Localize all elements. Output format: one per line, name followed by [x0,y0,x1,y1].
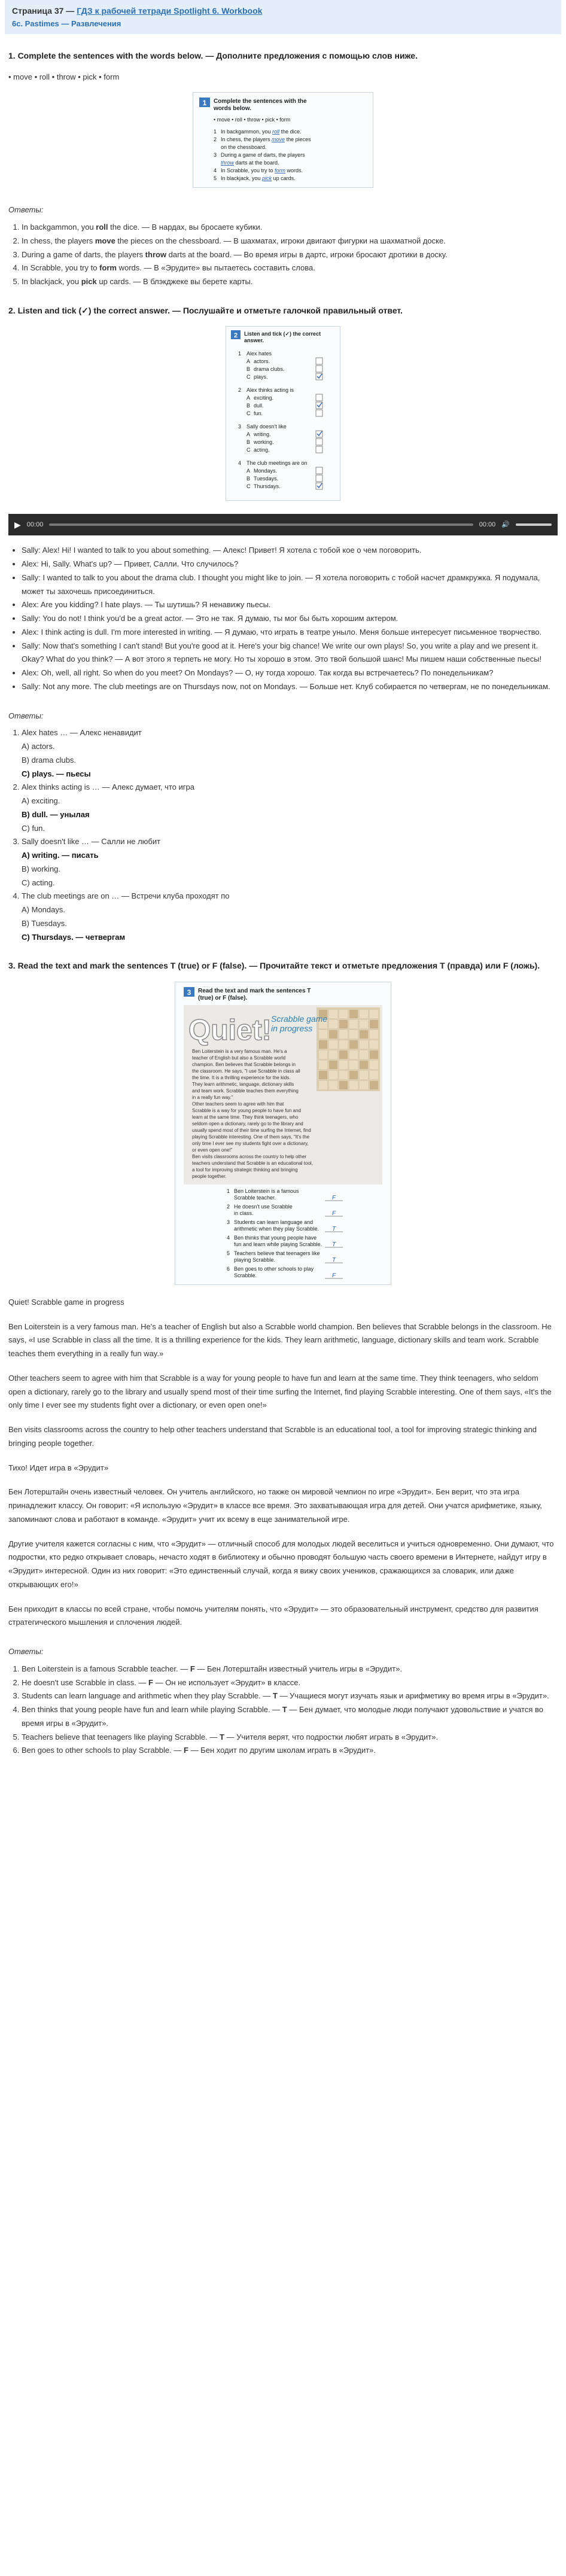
statement-number: 6 [227,1265,230,1272]
statement-text: Teachers believe that teenagers like [234,1250,320,1256]
article-line: only time I ever see my students fight over a dictionary, [192,1140,309,1146]
book-heading: answer. [244,337,264,344]
book-heading: words below. [214,105,251,112]
question-text: The club meetings are on [247,460,308,467]
option-text: Thursdays. [254,483,281,490]
book-words: • move • roll • throw • pick • form [214,117,291,123]
page-header [5,0,561,34]
scrabble-tile [339,1081,348,1089]
option-letter: A [247,358,251,365]
answer-item: 4. Ben thinks that young people have fun and learn while playing Scrabble. — T — Бен думает, что молодые люди получают удовольствие и учатся во время игры в «Эрудит». [22,1703,558,1731]
main-content [0,48,566,1776]
statement-text: Students can learn language and [234,1219,314,1225]
answer-mark: F [190,1664,195,1673]
book-sentence: In chess, the players move the pieces [221,136,311,143]
answer-item [22,781,558,835]
answer-item: 5. Teachers believe that teenagers like playing Scrabble. — T — Учителя верят, что подростки любят играть в «Эрудит». [22,1731,558,1744]
scrabble-tile [339,1051,348,1059]
russian-text [8,1485,558,1630]
scrabble-tile [360,1030,368,1039]
exercise-1-workbook-image [193,92,373,188]
answer-option: A) Mondays. [22,905,65,914]
answer-option: B) Tuesdays. [22,918,67,928]
checkbox [316,467,322,474]
scrabble-tile [329,1020,337,1028]
russian-paragraph: Бен Лотерштайн очень известный человек. Он учитель английского, но также он мировой чемпион по игре «Эрудит». Бен верит, что эта игра принадлежит классу. Он говорит: «Я использую «Эрудит» в классе все время. Это захватывающая игра для детей. Они учатся арифметике, языку, запоминают слова и работают в команде. «Эрудит» учит их всему в еще занимательной игре. [8,1487,542,1524]
scrabble-tile [329,1030,337,1039]
question-number: 1 [238,351,242,357]
question-text: 4. The club meetings are on … — Встречи клуба проходят по [22,891,230,901]
answer-item: 1. In backgammon, you roll the dice. — В нардах, вы бросаете кубики. [22,221,558,235]
answer-item: 1. Ben Loiterstein is a famous Scrabble teacher. — F — Бен Лотерштайн известный учитель игры в «Эрудит». [22,1662,558,1676]
answer-word: pick [81,277,97,286]
article-line: seldom open a dictionary, rarely go to the library and [192,1120,303,1126]
article-line: learn at the same time. They think teenagers, who [192,1114,299,1120]
question-text: Sally doesn't like [247,424,287,430]
option-letter: A [247,395,251,401]
answer-option: A) actors. [22,742,55,751]
exercise-1-words: • move • roll • throw • pick • form [8,72,120,81]
answer-option: C) fun. [22,823,45,833]
question-text: Alex thinks acting is [247,387,294,394]
exercise-3-answers [8,1662,558,1758]
statement-text: in class. [234,1210,254,1216]
answer-item [22,835,558,890]
scrabble-tile [349,1020,358,1028]
article-line: or even open one!" [192,1147,233,1153]
line-number: 4 [214,168,217,174]
volume-icon[interactable]: 🔊 [501,520,510,528]
checkbox [316,366,322,372]
transcript-line: • Sally: Alex! Hi! I wanted to talk to you about something. — Алекс! Привет! Я хотела с тобой кое о чем поговорить. [22,544,558,558]
scrabble-tile [339,1020,348,1028]
book-sentence: During a game of darts, the players [221,152,305,159]
audio-transcript [8,544,558,693]
answer-item: 4. In Scrabble, you try to form words. — В «Эрудите» вы пытаетесь составить слова. [22,261,558,275]
checkbox [316,439,322,445]
scrabble-tile [370,1051,378,1059]
option-text: acting. [254,447,270,453]
scrabble-tile [349,1061,358,1069]
scrabble-tile [360,1061,368,1069]
book-sentence: on the chessboard. [221,144,267,151]
statement-text: Scrabble. [234,1272,257,1278]
correct-answer: C) Thursdays. — четвергам [22,932,126,942]
scrabble-tile [319,1081,327,1089]
statement-text: Scrabble teacher. [234,1194,276,1201]
book-sentence: throw darts at the board. [221,160,279,166]
transcript-line: • Sally: I wanted to talk to you about the drama club. I thought you might like to join. — Я хотела поговорить с тобой насчет драмкружка. Я подумала, может ты захочешь присоединиться. [22,571,558,599]
scrabble-tile [329,1061,337,1069]
question-text: Alex hates [247,351,272,357]
article-line: a tool for improving strategic thinking and bringing [192,1167,298,1173]
answer-mark: T [332,1256,336,1263]
answer-mark: F [148,1677,153,1687]
scrabble-tile [319,1030,327,1039]
book-sentence: In blackjack, you pick up cards. [221,175,296,182]
statement-text: fun and learn while playing Scrabble. [234,1241,322,1247]
option-text: actors. [254,358,270,365]
english-paragraph: Ben Loiterstein is a very famous man. He's a teacher of English but also a Scrabble world champion. Ben believes that Scrabble belongs in the classroom. He says, «I use Scrabble in class all the time. It is a thrilling experience for the kids. They learn arithmetic, language, dictionary skills and team work. Scrabble teaches them everything in a really fun way.» [8,1322,552,1358]
statement-number: 1 [227,1187,230,1194]
scrabble-tile [370,1061,378,1069]
checkbox [316,410,322,416]
option-text: fun. [254,410,263,417]
question-text: 3. Sally doesn't like … — Салли не любит [22,837,161,847]
option-text: plays. [254,374,268,380]
line-number: 2 [214,136,217,143]
answer-item: 2. In chess, the players move the pieces on the chessboard. — В шахматах, игроки двигают фигурки на шахматной доске. [22,235,558,248]
scrabble-tile [339,1040,348,1049]
scrabble-tile [349,1071,358,1079]
option-text: Tuesdays. [254,476,279,482]
exercise-number: 2 [233,332,238,340]
exercise-2-answers-label: Ответы: [8,711,44,720]
answer-word: move [95,236,115,245]
audio-progress-bar[interactable] [49,523,473,526]
scrabble-tile [360,1071,368,1079]
article-line: usually spend most of their time surfing the Internet, find [192,1127,311,1133]
article-line: Ben Loiterstein is a very famous man. He's a [192,1048,287,1054]
scrabble-tile [339,1030,348,1039]
transcript-line: • Sally: You do not! I think you'd be a great actor. — Это не так. Я думаю, ты мог бы быть хорошим актером. [22,612,558,626]
option-text: writing. [254,431,271,438]
option-text: working. [254,439,274,446]
exercise-3-answers-label: Ответы: [8,1647,44,1656]
question-number: 3 [238,424,242,430]
option-letter: B [247,403,251,409]
article-line: champion. Ben believes that Scrabble belongs in [192,1061,296,1067]
answer-mark: T [272,1691,278,1701]
question-text: 1. Alex hates … — Алекс ненавидит [22,728,142,738]
statement-text: He doesn't use Scrabble [234,1203,293,1210]
scrabble-tile [349,1040,358,1049]
correct-answer: A) writing. — писать [22,851,99,860]
correct-answer: C) plays. — пьесы [22,769,91,778]
scrabble-tile [370,1081,378,1089]
statement-number: 3 [227,1219,230,1225]
transcript-line: • Sally: Now that's something I can't stand! But you're good at it. Here's your big chance! We write our own plays! So, you write a play and we present it. Okay? What do you think? — А вот этого я терпеть не могу. Но ты хорошо в этом. Это твой большой шанс! Мы пишем наши собственные пьесы! [22,640,558,667]
answer-mark: T [219,1732,224,1741]
exercise-number: 3 [187,988,191,997]
answer-option: A) exciting. [22,796,60,805]
statement-text: Ben goes to other schools to play [234,1265,314,1272]
audio-time-total: 00:00 [479,520,496,528]
russian-paragraph: Другие учителя кажется согласны с ним, что «Эрудит» — отличный способ для молодых людей веселиться и учиться одновременно. Они думают, что подростки, кто редко открывает словарь, нечасто ходят в библиотеку и обычно проводят большую часть своего времени в Интернете, найдут игру в «Эрудит» интересной. Один из них говорит: «Это единственный случай, когда я вижу своих учеников, сражающихся за словарик, или даже открывающих его!» [8,1539,554,1589]
book-heading: Listen and tick (✓) the correct [244,331,321,337]
transcript-line: • Alex: Hi, Sally. What's up? — Привет, Салли. Что случилось? [22,558,558,571]
exercise-3-title: 3. Read the text and mark the sentences T (true) or F (false). — Прочитайте текст и отметьте предложения T (правда) или F (ложь). [8,961,540,971]
book-heading: Complete the sentences with the [214,98,307,105]
exercise-2-answers [8,726,558,944]
scrabble-tile [319,1051,327,1059]
answer-mark: F [332,1210,336,1217]
scrabble-tile [329,1071,337,1079]
option-letter: C [247,374,251,380]
logo-subtitle: Scrabble game [271,1013,328,1024]
option-letter: B [247,439,251,446]
answer-item: 5. In blackjack, you pick up cards. — В блэкджеке вы берете карты. [22,275,558,289]
book-background [226,327,340,500]
option-text: Mondays. [254,468,278,474]
option-text: drama clubs. [254,366,285,373]
scrabble-tile [339,1010,348,1018]
scrabble-tile [360,1051,368,1059]
article-line: in a really fun way." [192,1094,233,1100]
article-line: teachers understand that Scrabble is an educational tool, [192,1160,313,1166]
answer-word: roll [96,223,108,232]
book-heading: Read the text and mark the sentences T [198,987,311,994]
transcript-line: • Sally: Not any more. The club meetings are on Thursdays now, not on Mondays. — Больше нет. Клуб собирается по четвергам, не по понедельникам. [22,680,558,694]
answer-mark: T [282,1705,287,1714]
text-title: Quiet! Scrabble game in progress [8,1297,124,1307]
line-number: 1 [214,129,217,135]
option-letter: A [247,468,251,474]
line-number: 5 [214,175,217,182]
answer-item: 6. Ben goes to other schools to play Scrabble. — F — Бен ходит по другим школам играть в «Эрудит». [22,1744,558,1758]
scrabble-tile [370,1071,378,1079]
answer-mark: F [332,1194,336,1201]
article-line: and team work. Scrabble teaches them everything [192,1088,299,1094]
scrabble-tile [329,1010,337,1018]
article-line: the time. It is a thrilling experience for the kids. [192,1074,291,1080]
answer-option: B) drama clubs. [22,755,77,765]
workbook-link[interactable]: ГДЗ к рабочей тетради Spotlight 6. Workbook [77,6,263,16]
volume-slider[interactable] [516,523,552,526]
statement-text: Ben thinks that young people have [234,1234,317,1241]
option-letter: C [247,483,251,490]
scrabble-tile [370,1020,378,1028]
article-line: Ben visits classrooms across the country to help other [192,1153,307,1159]
checkbox [316,394,322,401]
book-sentence: In Scrabble, you try to form words. [221,168,303,174]
english-paragraph: Other teachers seem to agree with him that Scrabble is a way for young people to have fun and learn at the same time. They think teenagers, who seldom open a dictionary, rarely go to the library and usually spend most of their time surfing the Internet, find playing Scrabble interesting. One of them says, «It's the only time I ever see my students fight over a dictionary, or even open one!» [8,1373,552,1410]
answer-item [22,726,558,781]
option-text: dull. [254,403,264,409]
statement-text: arithmetic when they play Scrabble. [234,1225,319,1232]
answer-item [22,890,558,944]
statement-number: 4 [227,1234,230,1241]
answer-mark: T [332,1225,336,1232]
russian-text-title: Тихо! Идет игра в «Эрудит» [8,1463,109,1472]
book-heading: (true) or F (false). [198,994,248,1001]
answer-option: C) acting. [22,878,55,887]
exercise-1-title: 1. Complete the sentences with the words below. — Дополните предложения с помощью слов ниже. [8,51,418,60]
option-text: exciting. [254,395,274,401]
scrabble-tile [360,1020,368,1028]
question-text: 2. Alex thinks acting is … — Алекс думает, что игра [22,782,194,792]
statement-number: 2 [227,1203,230,1210]
scrabble-tile [329,1051,337,1059]
line-number: 3 [214,152,217,159]
answer-mark: F [332,1272,336,1279]
exercise-2-workbook-image [226,326,340,501]
scrabble-tile [370,1040,378,1049]
answer-word: form [99,263,117,273]
audio-player[interactable] [8,514,558,535]
article-line: Scrabble is a way for young people to have fun and [192,1107,301,1113]
lesson-title: 6c. Pastimes — Развлечения [12,19,121,28]
article-line: teacher of English but also a Scrabble world [192,1055,286,1061]
answer-word: throw [145,249,167,259]
checkbox [316,475,322,482]
scrabble-tile [319,1071,327,1079]
answer-mark: T [332,1241,336,1248]
article-line: They learn arithmetic, language, dictionary skills [192,1081,294,1087]
article-line: playing Scrabble interesting. One of them says, "It's the [192,1134,310,1140]
article-line: the classroom. He says, "I use Scrabble in class all [192,1068,300,1074]
exercise-number: 1 [202,99,207,108]
statement-number: 5 [227,1250,230,1256]
correct-answer: B) dull. — унылая [22,809,90,819]
answer-item: 3. During a game of darts, the players throw darts at the board. — Во время игры в дартс, игроки бросают дротики в доску. [22,248,558,262]
transcript-line: • Alex: Oh, well, all right. So when do you meet? On Mondays? — О, ну тогда хорошо. Так когда вы встречаетесь? По понедельникам? [22,666,558,680]
scrabble-tile [360,1040,368,1049]
play-icon[interactable]: ▶ [14,520,21,529]
scrabble-tile [360,1081,368,1089]
logo-subtitle: in progress [271,1023,313,1033]
english-paragraph: Ben visits classrooms across the country to help other teachers understand that Scrabble is an educational tool, a tool for improving strategic thinking and bringing people together. [8,1425,537,1448]
exercise-2-title: 2. Listen and tick (✓) the correct answer. — Послушайте и отметьте галочкой правильный ответ. [8,305,403,315]
transcript-line: • Alex: I think acting is dull. I'm more interested in writing. — Я думаю, что играть в театре уныло. Меня больше интересует письменное творчество. [22,626,558,640]
article-line: people together. [192,1173,227,1179]
option-letter: A [247,431,251,438]
answer-option: B) working. [22,864,61,873]
scrabble-tile [370,1010,378,1018]
scrabble-tile [349,1051,358,1059]
article-line: Other teachers seem to agree with him that [192,1101,284,1107]
page-number: Страница 37 — [12,6,75,16]
exercise-1-answers [8,221,558,289]
exercise-3-workbook-image [175,982,391,1285]
checkbox [316,446,322,453]
answer-item: 2. He doesn't use Scrabble in class. — F — Он не использует «Эрудит» в классе. [22,1676,558,1690]
scrabble-tile [370,1030,378,1039]
option-letter: C [247,447,251,453]
scrabble-tile [349,1030,358,1039]
quiet-logo: Quiet! [188,1014,272,1046]
answer-item: 3. Students can learn language and arithmetic when they play Scrabble. — T — Учащиеся могут изучать язык и арифметику во время игры в «Эрудит». [22,1689,558,1703]
scrabble-tile [360,1010,368,1018]
transcript-line: • Alex: Are you kidding? I hate plays. — Ты шутишь? Я ненавижу пьесы. [22,598,558,612]
english-text [8,1320,558,1451]
breadcrumb [12,6,554,16]
statement-text: Ben Loiterstein is a famous [234,1187,299,1194]
scrabble-tile [349,1081,358,1089]
scrabble-tile [329,1081,337,1089]
option-letter: C [247,410,251,417]
option-letter: B [247,366,251,373]
answer-mark: F [184,1746,188,1755]
scrabble-tile [319,1061,327,1069]
question-number: 2 [238,387,242,394]
scrabble-tile [339,1071,348,1079]
question-number: 4 [238,460,242,467]
scrabble-tile [329,1040,337,1049]
statement-text: playing Scrabble. [234,1256,276,1263]
exercise-1-answers-label: Ответы: [8,205,44,215]
scrabble-tile [339,1061,348,1069]
audio-time-current: 00:00 [26,520,44,528]
book-sentence: In backgammon, you roll the dice. [221,129,302,135]
option-letter: B [247,476,251,482]
scrabble-tile [319,1040,327,1049]
checkbox [316,358,322,364]
russian-paragraph: Бен приходит в классы по всей стране, чтобы помочь учителям понять, что «Эрудит» — это образовательный инструмент, средство для развития стратегического мышления и сплочения людей. [8,1604,538,1627]
scrabble-tile [349,1010,358,1018]
